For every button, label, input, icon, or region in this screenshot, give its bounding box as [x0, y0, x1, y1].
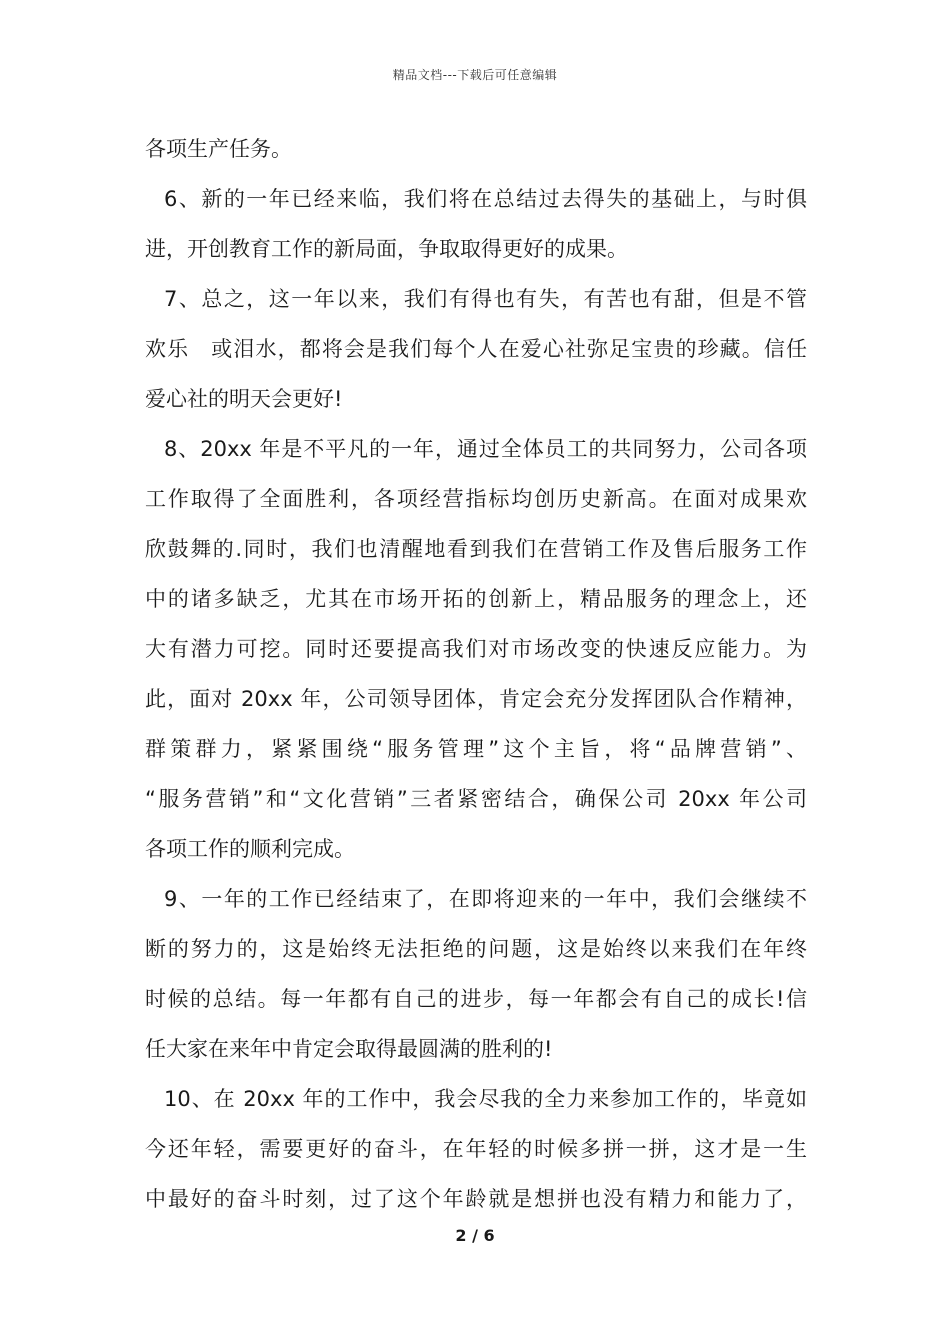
paragraph-line: 6、新的一年已经来临，我们将在总结过去得失的基础上，与时俱 — [164, 187, 807, 211]
paragraph-line: 进，开创教育工作的新局面，争取取得更好的成果。 — [145, 237, 628, 261]
document-body — [145, 124, 807, 1224]
paragraph-line: 各项工作的顺利完成。 — [145, 837, 355, 861]
paragraph-line: 群策群力，紧紧围绕“服务管理”这个主旨，将“品牌营销”、 — [145, 737, 807, 761]
page-header: 精品文档---下载后可任意编辑 — [392, 68, 558, 82]
paragraph-line: 10、在 20xx 年的工作中，我会尽我的全力来参加工作的，毕竟如 — [164, 1087, 807, 1111]
paragraph-line: 今还年轻，需要更好的奋斗，在年轻的时候多拼一拼，这才是一生 — [145, 1137, 807, 1161]
paragraph-line: 欣鼓舞的.同时，我们也清醒地看到我们在营销工作及售后服务工作 — [145, 537, 807, 561]
paragraph-line: 大有潜力可挖。同时还要提高我们对市场改变的快速反应能力。为 — [145, 637, 807, 661]
paragraph-line: 此，面对 20xx 年，公司领导团体，肯定会充分发挥团队合作精神， — [145, 687, 807, 711]
paragraph-line: 欢乐 或泪水，都将会是我们每个人在爱心社弥足宝贵的珍藏。信任 — [145, 337, 807, 361]
paragraph-line: 时候的总结。每一年都有自己的进步，每一年都会有自己的成长!信 — [145, 987, 807, 1011]
page-number: 2 / 6 — [455, 1226, 495, 1245]
paragraph-line: 爱心社的明天会更好! — [145, 387, 343, 411]
paragraph-line: 断的努力的，这是始终无法拒绝的问题，这是始终以来我们在年终 — [145, 937, 807, 961]
paragraph-line: 工作取得了全面胜利，各项经营指标均创历史新高。在面对成果欢 — [145, 487, 807, 511]
paragraph-line: 9、一年的工作已经结束了，在即将迎来的一年中，我们会继续不 — [164, 887, 807, 911]
paragraph-line: 中的诸多缺乏，尤其在市场开拓的创新上，精品服务的理念上，还 — [145, 587, 807, 611]
paragraph-line: 各项生产任务。 — [145, 137, 292, 161]
paragraph-line: 任大家在来年中肯定会取得最圆满的胜利的! — [145, 1037, 553, 1061]
paragraph-line: 中最好的奋斗时刻，过了这个年龄就是想拼也没有精力和能力了， — [145, 1187, 807, 1211]
paragraph-line: 8、20xx 年是不平凡的一年，通过全体员工的共同努力，公司各项 — [164, 437, 807, 461]
paragraph-line: 7、总之，这一年以来，我们有得也有失，有苦也有甜，但是不管 — [164, 287, 807, 311]
paragraph-line: “服务营销”和“文化营销”三者紧密结合，确保公司 20xx 年公司 — [145, 787, 807, 811]
